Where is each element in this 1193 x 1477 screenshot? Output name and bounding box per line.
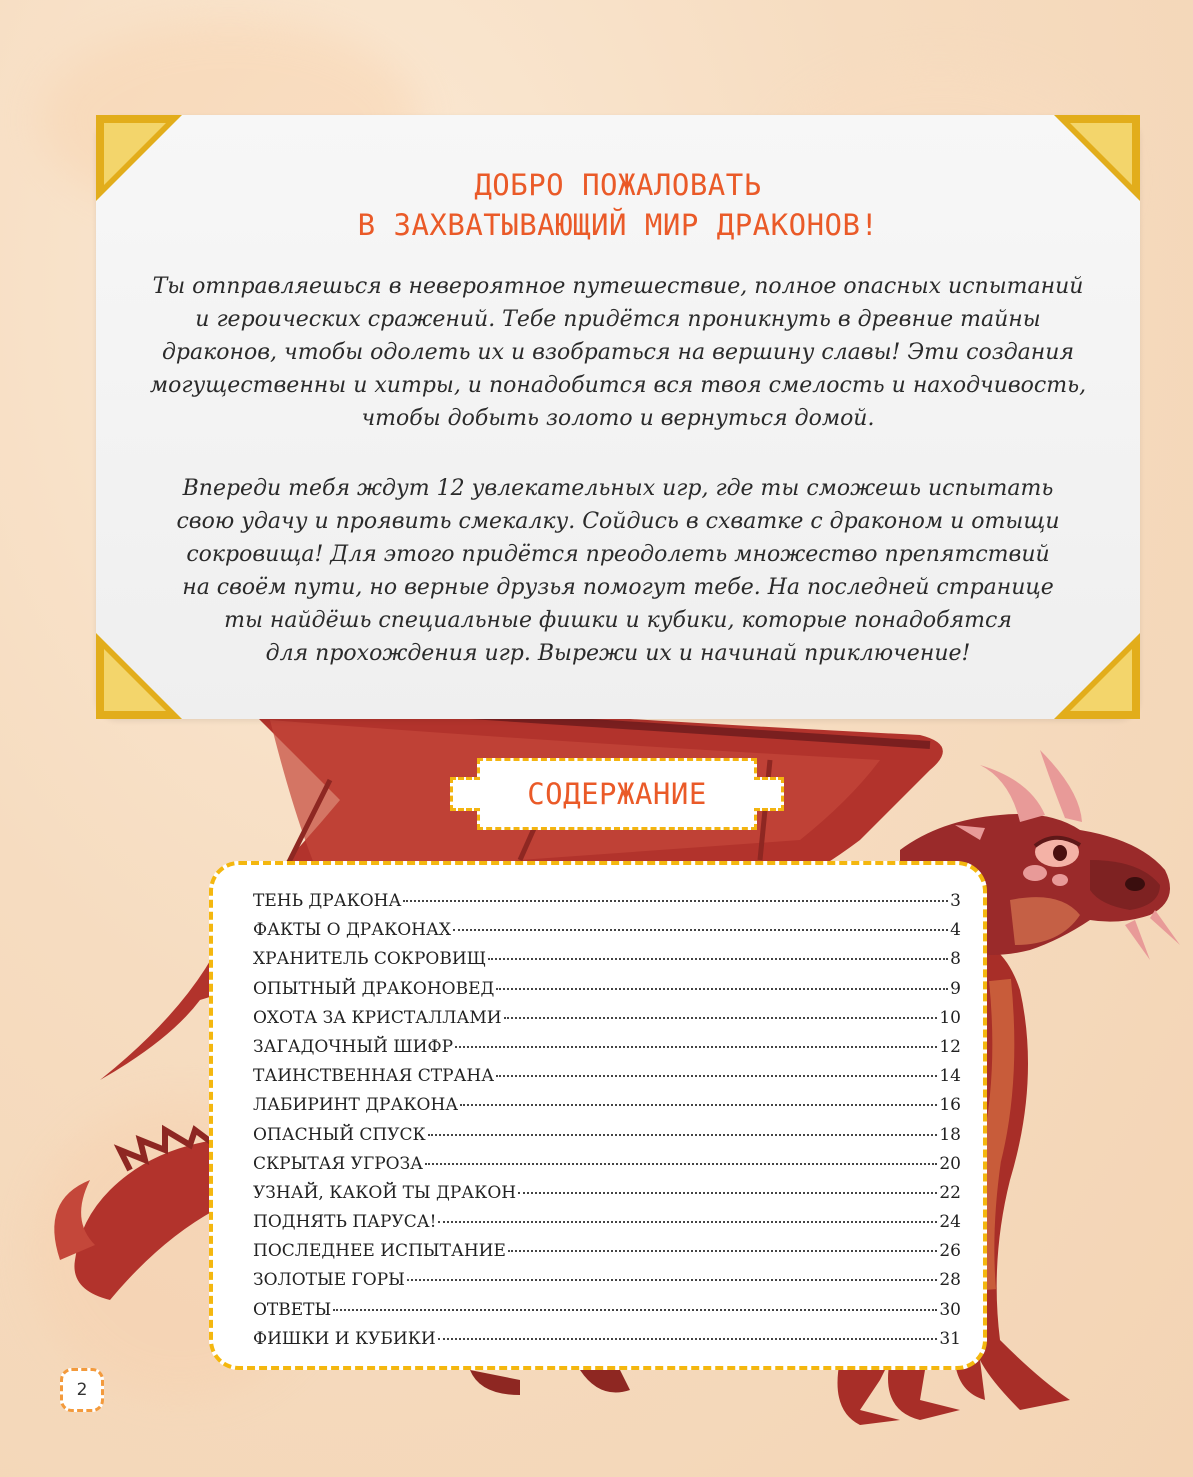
toc-entry-title: ЗОЛОТЫЕ ГОРЫ [253,1270,405,1291]
toc-entry-page: 14 [939,1066,961,1087]
heading-notch [450,777,480,811]
toc-entry-page: 18 [939,1124,961,1145]
toc-entry[interactable] [253,1008,961,1037]
dragon-spot [1052,874,1068,886]
toc-leader-dots [455,1046,937,1048]
dragon-horn [1125,920,1150,960]
table-of-contents [209,861,987,1370]
intro-line: могущественны и хитры, и понадобится вся твоя смелость и находчивость, [149,373,1087,398]
toc-entry-page: 8 [950,949,961,970]
toc-entry-title: ЛАБИРИНТ ДРАКОНА [253,1095,459,1116]
contents-heading-label: СОДЕРЖАНИЕ [527,777,707,811]
dragon-spot [1023,865,1047,881]
toc-entry-title: ПОДНЯТЬ ПАРУСА! [253,1212,437,1233]
dragon-horn [1150,910,1180,945]
toc-entry-page: 4 [950,920,961,941]
toc-leader-dots [425,1163,937,1165]
toc-leader-dots [438,1338,938,1340]
page-number: 2 [60,1368,104,1412]
intro-paragraph-1 [126,270,1110,435]
toc-entry[interactable] [253,920,961,949]
toc-entry[interactable] [253,1066,961,1095]
toc-entry-title: ОПЫТНЫЙ ДРАКОНОВЕД [253,978,495,999]
toc-leader-dots [460,1104,937,1106]
toc-entry-page: 16 [939,1095,961,1116]
toc-entry[interactable] [253,979,961,1008]
heading-notch [754,777,784,811]
intro-line: сокровища! Для этого придётся преодолеть множество препятствий [186,542,1050,567]
intro-line: и героических сражений. Тебе придётся проникнуть в древние тайны [195,307,1041,332]
toc-leader-dots [438,1221,937,1223]
toc-entry-page: 30 [939,1299,961,1320]
toc-entry-page: 9 [950,978,961,999]
intro-line: чтобы добыть золото и вернуться домой. [361,406,875,431]
intro-title-line: ДОБРО ПОЖАЛОВАТЬ [474,168,762,202]
toc-entry-page: 24 [939,1212,961,1233]
toc-entry[interactable] [253,891,961,920]
toc-entry[interactable] [253,1183,961,1212]
toc-leader-dots [496,1075,937,1077]
contents-heading [477,758,757,830]
toc-entry[interactable] [253,949,961,978]
toc-entry-title: ПОСЛЕДНЕЕ ИСПЫТАНИЕ [253,1241,506,1262]
toc-entry[interactable] [253,1125,961,1154]
intro-card [96,115,1140,719]
intro-paragraph-2 [126,472,1110,670]
intro-title-line: В ЗАХВАТЫВАЮЩИЙ МИР ДРАКОНОВ! [357,208,879,242]
toc-leader-dots [488,958,948,960]
intro-line: свою удачу и проявить смекалку. Сойдись в схватке с драконом и отыщи [176,509,1060,534]
intro-line: Ты отправляешься в невероятное путешествие, полное опасных испытаний [152,274,1084,299]
intro-line: на своём пути, но верные друзья помогут тебе. На последней странице [182,575,1054,600]
dragon-tail [74,1140,215,1300]
intro-line: для прохождения игр. Вырежи их и начинай приключение! [265,641,971,666]
toc-entry-title: ОХОТА ЗА КРИСТАЛЛАМИ [253,1007,502,1028]
toc-entry[interactable] [253,1241,961,1270]
intro-line: драконов, чтобы одолеть их и взобраться на вершину славы! Эти создания [161,340,1075,365]
dragon-pupil [1053,845,1067,861]
toc-entry-title: ФАКТЫ О ДРАКОНАХ [253,920,451,941]
toc-list [253,891,961,1358]
toc-entry-title: ТЕНЬ ДРАКОНА [253,891,402,911]
toc-leader-dots [428,1134,938,1136]
toc-entry[interactable] [253,1212,961,1241]
toc-leader-dots [453,929,948,931]
toc-entry[interactable] [253,1154,961,1183]
toc-entry-page: 10 [939,1007,961,1028]
toc-entry-page: 22 [939,1182,961,1203]
toc-entry-title: ТАИНСТВЕННАЯ СТРАНА [253,1066,495,1087]
toc-entry-title: ФИШКИ И КУБИКИ [253,1328,436,1349]
toc-entry[interactable] [253,1037,961,1066]
toc-entry[interactable] [253,1270,961,1299]
toc-entry-title: СКРЫТАЯ УГРОЗА [253,1153,424,1174]
toc-entry-page: 26 [939,1241,961,1262]
toc-entry[interactable] [253,1300,961,1329]
toc-leader-dots [407,1279,937,1281]
toc-entry[interactable] [253,1095,961,1124]
dragon-nostril [1125,877,1145,891]
toc-entry-title: ХРАНИТЕЛЬ СОКРОВИЩ [253,949,487,970]
toc-leader-dots [403,900,948,902]
toc-leader-dots [496,988,948,990]
toc-entry-title: ОПАСНЫЙ СПУСК [253,1124,426,1145]
toc-leader-dots [518,1192,937,1194]
toc-entry-page: 28 [939,1270,961,1291]
toc-leader-dots [508,1250,937,1252]
dragon-leg [580,1370,630,1393]
dragon-leg [470,1370,520,1395]
toc-entry-page: 3 [950,891,961,911]
toc-entry-page: 31 [939,1328,961,1349]
toc-entry-title: ОТВЕТЫ [253,1299,332,1320]
toc-entry-page: 12 [939,1036,961,1057]
toc-entry-page: 20 [939,1153,961,1174]
toc-entry-title: ЗАГАДОЧНЫЙ ШИФР [253,1036,454,1057]
intro-line: ты найдёшь специальные фишки и кубики, которые понадобятся [224,608,1012,633]
toc-leader-dots [333,1309,937,1311]
intro-line: Впереди тебя ждут 12 увлекательных игр, где ты сможешь испытать [182,476,1054,501]
intro-title [96,165,1140,245]
toc-entry[interactable] [253,1329,961,1358]
toc-entry-title: УЗНАЙ, КАКОЙ ТЫ ДРАКОН [253,1182,517,1203]
toc-leader-dots [504,1017,938,1019]
dragon-horn [1040,750,1082,822]
dragon-horn [980,765,1045,822]
